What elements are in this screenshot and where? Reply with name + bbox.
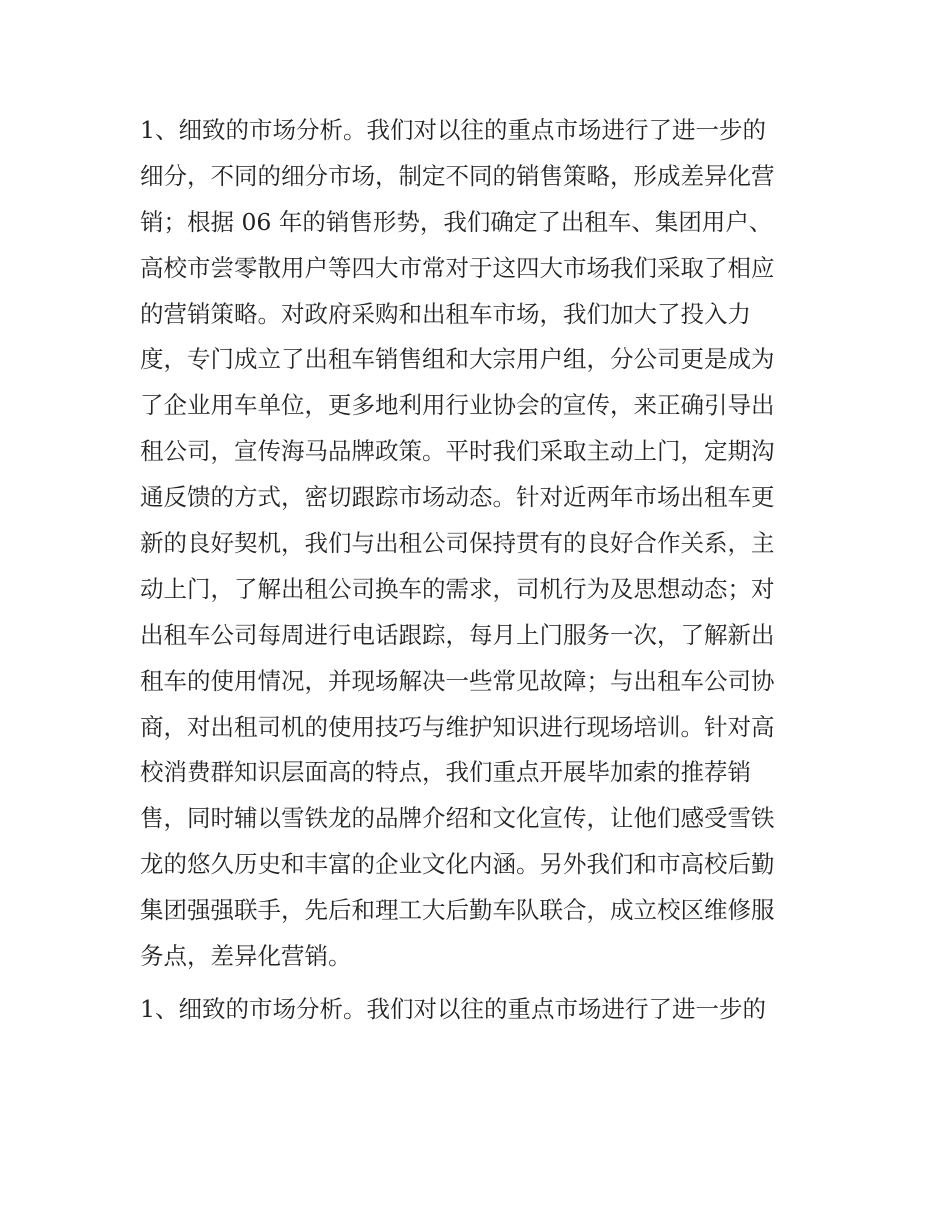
document-body	[140, 108, 820, 1033]
text-line: 龙的悠久历史和丰富的企业文化内涵。另外我们和市高校后勤	[140, 850, 775, 879]
text-line: 1、细致的市场分析。我们对以往的重点市场进行了进一步的	[140, 116, 766, 144]
text-line: 的营销策略。对政府采购和出租车市场，我们加大了投入力	[140, 299, 751, 328]
text-line: 商，对出租司机的使用技巧与维护知识进行现场培训。针对高	[140, 712, 775, 741]
text-line: 度，专门成立了出租车销售组和大宗用户组，分公司更是成为	[140, 345, 775, 374]
text-line: 集团强强联手，先后和理工大后勤车队联合，成立校区维修服	[140, 896, 775, 925]
text-line: 了企业用车单位，更多地利用行业协会的宣传，来正确引导出	[140, 391, 775, 420]
paragraph-2	[140, 987, 820, 1033]
text-line: 动上门，了解出租公司换车的需求，司机行为及思想动态；对	[140, 574, 775, 603]
text-line: 售，同时辅以雪铁龙的品牌介绍和文化宣传，让他们感受雪铁	[140, 804, 775, 833]
text-line: 通反馈的方式，密切跟踪市场动态。针对近两年市场出租车更	[140, 483, 775, 512]
text-line: 租车的使用情况，并现场解决一些常见故障；与出租车公司协	[140, 666, 775, 695]
text-line: 务点，差异化营销。	[140, 942, 352, 971]
paragraph-1	[140, 108, 820, 980]
text-line: 销；根据 06 年的销售形势，我们确定了出租车、集团用户、	[140, 207, 773, 236]
text-line: 细分，不同的细分市场，制定不同的销售策略，形成差异化营	[140, 161, 775, 190]
text-line: 出租车公司每周进行电话跟踪，每月上门服务一次，了解新出	[140, 620, 775, 649]
text-line: 1、细致的市场分析。我们对以往的重点市场进行了进一步的	[140, 994, 766, 1023]
text-line: 新的良好契机，我们与出租公司保持贯有的良好合作关系，主	[140, 529, 775, 558]
text-line: 高校市尝零散用户等四大市常对于这四大市场我们采取了相应	[140, 253, 775, 282]
text-line: 租公司，宣传海马品牌政策。平时我们采取主动上门，定期沟	[140, 437, 775, 466]
text-line: 校消费群知识层面高的特点，我们重点开展毕加索的推荐销	[140, 758, 751, 787]
